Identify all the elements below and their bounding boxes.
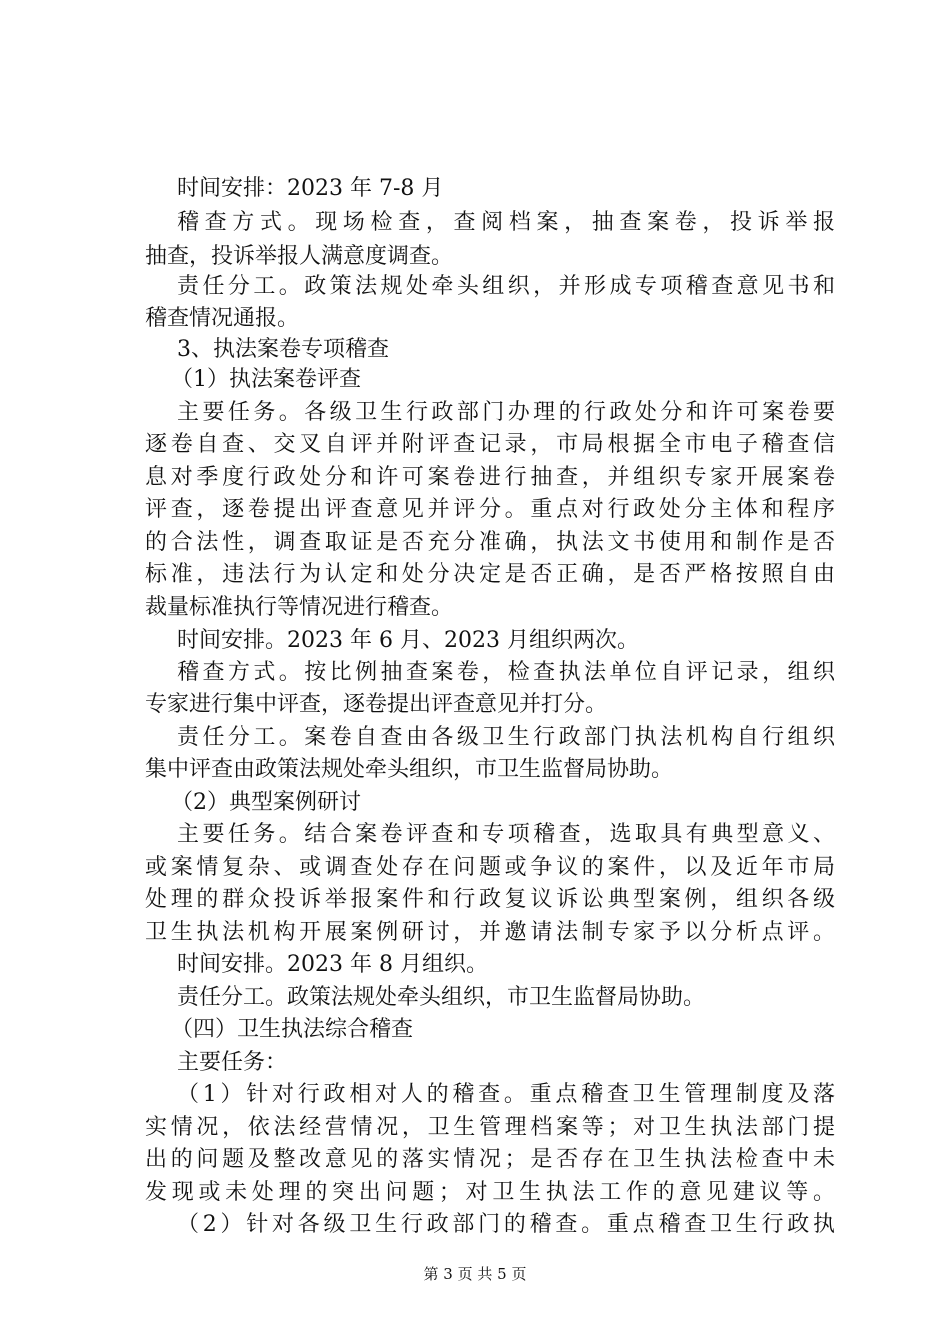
text-line: 或案情复杂、或调查处存在问题或争议的案件，以及近年市局 — [145, 855, 835, 880]
text-line: 处理的群众投诉举报案件和行政复议诉讼典型案例，组织各级 — [145, 887, 835, 912]
text-line: 主要任务。各级卫生行政部门办理的行政处分和许可案卷要 — [177, 400, 835, 425]
text-line: 责任分工。政策法规处牵头组织，市卫生监督局协助。 — [177, 985, 706, 1010]
text-line: 责任分工。案卷自查由各级卫生行政部门执法机构自行组织 — [177, 725, 835, 750]
subsection-heading: （2）典型案例研讨 — [171, 790, 361, 815]
text-line: 的合法性，调查取证是否充分准确，执法文书使用和制作是否 — [145, 530, 835, 555]
text-line: 时间安排。2023 年 6 月、2023 月组织两次。 — [177, 628, 639, 653]
text-line: 主要任务： — [177, 1050, 288, 1075]
text-line: 发现或未处理的突出问题；对卫生执法工作的意见建议等。 — [145, 1180, 835, 1205]
text-line: 时间安排：2023 年 7-8 月 — [177, 176, 444, 201]
text-line: （2）针对各级卫生行政部门的稽查。重点稽查卫生行政执 — [177, 1212, 835, 1237]
text-line: 实情况，依法经营情况，卫生管理档案等；对卫生执法部门提 — [145, 1115, 835, 1140]
text-line: 评查，逐卷提出评查意见并评分。重点对行政处分主体和程序 — [145, 497, 835, 522]
section-heading: （四）卫生执法综合稽查 — [171, 1017, 414, 1042]
text-line: 出的问题及整改意见的落实情况；是否存在卫生执法检查中未 — [145, 1147, 835, 1172]
text-line: 逐卷自查、交叉自评并附评查记录，市局根据全市电子稽查信 — [145, 432, 835, 457]
text-line: （1）针对行政相对人的稽查。重点稽查卫生管理制度及落 — [177, 1082, 835, 1107]
text-line: 抽查，投诉举报人满意度调查。 — [145, 244, 454, 269]
text-line: 稽查方式。现场检查，查阅档案，抽查案卷，投诉举报 — [177, 210, 835, 235]
page-number-footer: 第 3 页 共 5 页 — [423, 1265, 527, 1283]
text-line: 稽查方式。按比例抽查案卷，检查执法单位自评记录，组织 — [177, 660, 835, 685]
text-line: 裁量标准执行等情况进行稽查。 — [145, 595, 454, 620]
text-line: 集中评查由政策法规处牵头组织，市卫生监督局协助。 — [145, 757, 674, 782]
text-line: 专家进行集中评查，逐卷提出评查意见并打分。 — [145, 692, 608, 717]
text-line: 时间安排。2023 年 8 月组织。 — [177, 952, 488, 977]
section-heading: 3、执法案卷专项稽查 — [177, 337, 389, 362]
text-line: 主要任务。结合案卷评查和专项稽查，选取具有典型意义、 — [177, 822, 835, 847]
subsection-heading: （1）执法案卷评查 — [171, 367, 361, 392]
text-line: 责任分工。政策法规处牵头组织，并形成专项稽查意见书和 — [177, 274, 835, 299]
text-line: 稽查情况通报。 — [145, 306, 300, 331]
text-line: 标准，违法行为认定和处分决定是否正确，是否严格按照自由 — [145, 562, 835, 587]
text-line: 卫生执法机构开展案例研讨，并邀请法制专家予以分析点评。 — [145, 920, 835, 945]
text-line: 息对季度行政处分和许可案卷进行抽查，并组织专家开展案卷 — [145, 465, 835, 490]
